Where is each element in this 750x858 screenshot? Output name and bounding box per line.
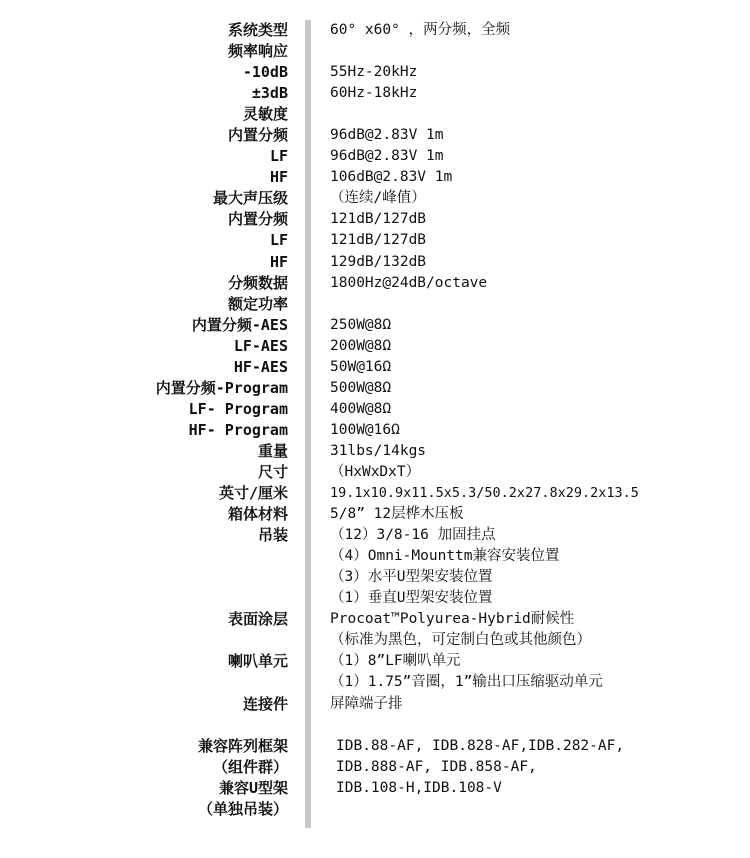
spec-value: （连续/峰值） bbox=[330, 190, 426, 207]
spec-value: 121dB/127dB bbox=[330, 211, 427, 228]
spec-label: LF bbox=[269, 231, 288, 250]
spec-label: （单独吊装） bbox=[197, 799, 288, 818]
spec-value: 55Hz-20kHz bbox=[330, 64, 418, 81]
spec-row bbox=[0, 230, 750, 251]
spec-label: 箱体材料 bbox=[227, 505, 288, 524]
spec-row bbox=[0, 462, 750, 483]
spec-label: 英寸/厘米 bbox=[218, 484, 288, 503]
spec-row bbox=[0, 252, 750, 273]
spec-row bbox=[0, 315, 750, 336]
spec-row bbox=[0, 546, 750, 567]
spec-label: 兼容U型架 bbox=[218, 778, 288, 797]
spec-value: 屏障端子排 bbox=[330, 695, 403, 712]
spec-row bbox=[0, 62, 750, 83]
spec-row bbox=[0, 778, 750, 799]
spec-label: 内置分频-Program bbox=[155, 378, 288, 397]
spec-row bbox=[0, 399, 750, 420]
spec-label: 灵敏度 bbox=[242, 105, 288, 124]
spec-row bbox=[0, 378, 750, 399]
spec-row bbox=[0, 483, 750, 504]
spec-row bbox=[0, 273, 750, 294]
spec-label: 频率响应 bbox=[227, 42, 288, 61]
spec-value: 106dB@2.83V 1m bbox=[330, 169, 453, 186]
spec-value: 100W@16Ω bbox=[330, 421, 400, 438]
spec-row bbox=[0, 188, 750, 209]
spec-label: LF-AES bbox=[233, 336, 288, 355]
spec-value: 60° x60° ，两分频，全频 bbox=[330, 22, 511, 38]
spec-label: 分频数据 bbox=[227, 273, 288, 292]
spec-row bbox=[0, 441, 750, 462]
spec-label: 吊装 bbox=[257, 526, 288, 545]
spec-value: （4）Omni-Mounttm兼容安装位置 bbox=[330, 548, 560, 565]
spec-value: （1）8”LF喇叭单元 bbox=[330, 653, 461, 670]
spec-row bbox=[0, 567, 750, 588]
spec-row bbox=[0, 357, 750, 378]
spec-value: 250W@8Ω bbox=[330, 316, 392, 333]
spec-value: 1800Hz@24dB/octave bbox=[330, 274, 488, 291]
spec-value: IDB.88-AF, IDB.828-AF,IDB.282-AF, bbox=[336, 737, 625, 754]
spec-value: （标准为黑色，可定制白色或其他颜色） bbox=[330, 632, 591, 649]
spec-row bbox=[0, 630, 750, 651]
spec-row bbox=[0, 167, 750, 188]
spec-row bbox=[0, 504, 750, 525]
spec-value: （HxWxDxT） bbox=[330, 463, 421, 480]
spec-label: 表面涂层 bbox=[227, 610, 288, 629]
spec-value: 96dB@2.83V 1m bbox=[330, 127, 444, 144]
spec-row bbox=[0, 20, 750, 41]
spec-label: 内置分频 bbox=[227, 126, 288, 145]
spec-label: 最大声压级 bbox=[212, 189, 288, 208]
spec-label: LF- Program bbox=[188, 399, 288, 418]
spec-label: HF- Program bbox=[188, 420, 288, 439]
spec-value: 121dB/127dB bbox=[330, 232, 427, 249]
spec-row bbox=[0, 799, 750, 820]
spec-row bbox=[0, 294, 750, 315]
spec-row bbox=[0, 651, 750, 672]
spec-label: 内置分频-AES bbox=[191, 315, 288, 334]
spec-value: （12）3/8-16 加固挂点 bbox=[330, 527, 496, 544]
spec-label: ±3dB bbox=[251, 84, 288, 103]
spec-row bbox=[0, 694, 750, 715]
spec-label: HF bbox=[269, 252, 288, 271]
spec-label: HF bbox=[269, 168, 288, 187]
spec-label: 重量 bbox=[257, 441, 288, 460]
spec-label: （组件群） bbox=[212, 757, 288, 776]
spec-row bbox=[0, 736, 750, 757]
spec-label: 连接件 bbox=[242, 694, 288, 713]
spec-value: IDB.888-AF, IDB.858-AF, bbox=[336, 758, 537, 775]
spec-table bbox=[0, 20, 750, 820]
spec-row bbox=[0, 104, 750, 125]
spec-row bbox=[0, 672, 750, 693]
spec-row bbox=[0, 336, 750, 357]
spec-row bbox=[0, 757, 750, 778]
spec-row bbox=[0, 209, 750, 230]
spec-value: 19.1x10.9x11.5x5.3/50.2x27.8x29.2x13.5 bbox=[330, 485, 639, 502]
spec-row bbox=[0, 588, 750, 609]
spec-row bbox=[0, 83, 750, 104]
spec-value: 60Hz-18kHz bbox=[330, 85, 418, 102]
spec-label: -10dB bbox=[242, 63, 288, 82]
spec-value: 31lbs/14kgs bbox=[330, 442, 427, 459]
spec-row bbox=[0, 146, 750, 167]
spec-value: （3）水平U型架安装位置 bbox=[330, 569, 493, 586]
spec-label: 兼容阵列框架 bbox=[197, 736, 288, 755]
spec-label: HF-AES bbox=[233, 357, 288, 376]
spec-value: Procoat™Polyurea-Hybrid耐候性 bbox=[330, 611, 575, 628]
spec-value: （1）垂直U型架安装位置 bbox=[330, 590, 493, 607]
spec-value: 400W@8Ω bbox=[330, 400, 392, 417]
spec-row bbox=[0, 125, 750, 146]
spec-label: 额定功率 bbox=[227, 294, 288, 313]
spec-label: 内置分频 bbox=[227, 210, 288, 229]
spec-value: 96dB@2.83V 1m bbox=[330, 148, 444, 165]
spec-value: （1）1.75”音圈，1”输出口压缩驱动单元 bbox=[330, 674, 603, 691]
spec-row bbox=[0, 420, 750, 441]
spec-label: 喇叭单元 bbox=[227, 652, 288, 671]
spec-label: 尺寸 bbox=[257, 462, 288, 481]
spec-row bbox=[0, 525, 750, 546]
spec-row bbox=[0, 41, 750, 62]
spec-row bbox=[0, 609, 750, 630]
spec-value: 50W@16Ω bbox=[330, 358, 392, 375]
spec-value: 129dB/132dB bbox=[330, 253, 427, 270]
spec-label: LF bbox=[269, 147, 288, 166]
spec-label: 系统类型 bbox=[227, 21, 288, 39]
spec-row bbox=[0, 715, 750, 736]
spec-value: 200W@8Ω bbox=[330, 337, 392, 354]
spec-value: 5/8” 12层桦木压板 bbox=[330, 506, 464, 523]
spec-value: 500W@8Ω bbox=[330, 379, 392, 396]
spec-value: IDB.108-H,IDB.108-V bbox=[336, 779, 502, 796]
